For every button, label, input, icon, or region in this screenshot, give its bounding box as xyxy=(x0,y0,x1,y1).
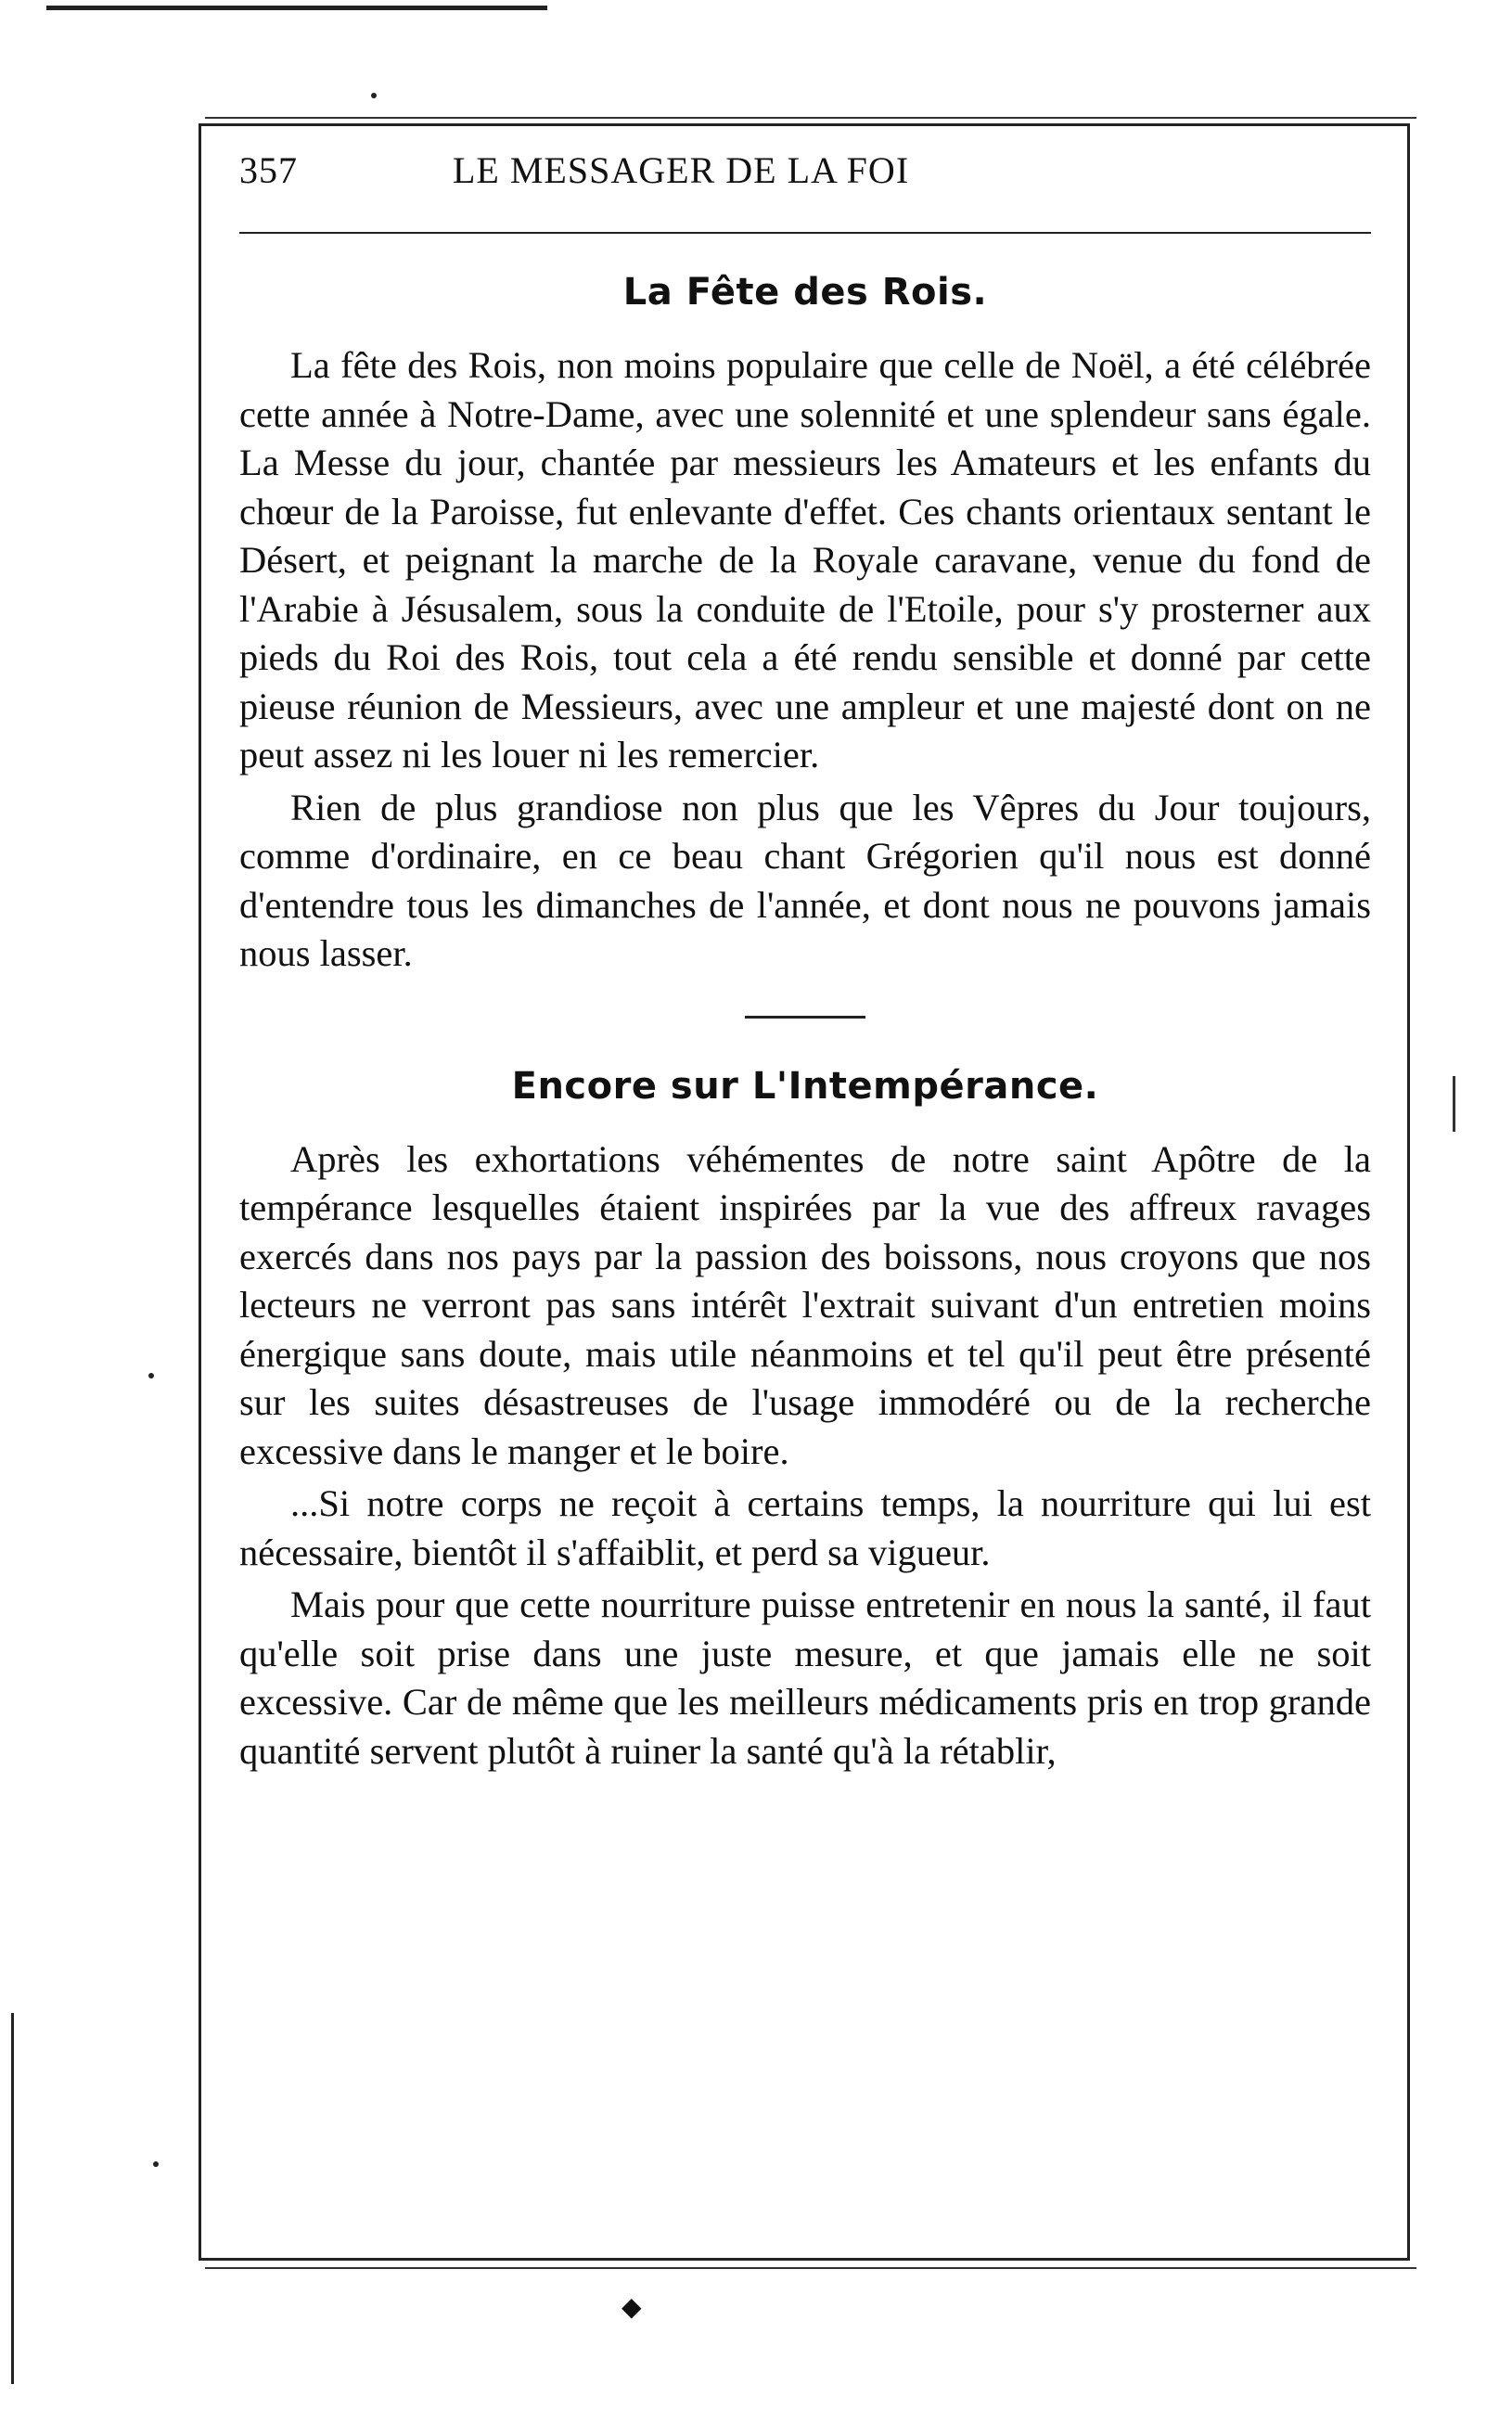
margin-mark xyxy=(1453,1076,1455,1132)
top-edge-rule xyxy=(46,6,547,10)
article-title: La Fête des Rois. xyxy=(622,271,988,314)
article-paragraph: La fête des Rois, non moins populaire que celle de Noël, a été célébrée cette année à Notre-Dame, avec une solennité et une splendeur sans égale. La Messe du jour, chantée par messieurs les Amateurs et les enfants du chœur de la Paroisse, fut enlevante d'effet. Ces chants orientaux sentant le Désert, et peignant la marche de la Royale caravane, venue du fond de l'Arabie à Jésusalem, sous la conduite de l'Etoile, pour s'y prosterner aux pieds du Roi des Rois, tout cela a été rendu sensible et donné par cette pieuse réunion de Messieurs, avec une ampleur et une majesté dont on ne peut assez ni les louer ni les remercier. xyxy=(239,344,1371,776)
article-paragraph: Après les exhortations véhémentes de notre saint Apôtre de la tempérance lesquelles étaient inspirées par la vue des affreux ravages exercés dans nos pays par la passion des boissons, nous croyons que nos lecteurs ne verront pas sans intérêt l'extrait suivant d'un entretien moins énergique sans doute, mais utile néanmoins et tel qu'il peut être présenté sur les suites désastreuses de l'usage immodéré ou de la recherche excessive dans le manger et le boire. xyxy=(239,1137,1371,1472)
bottom-ornament-icon: ◆ xyxy=(621,2291,642,2322)
article-paragraph: Mais pour que cette nourriture puisse entretenir en nous la santé, il faut qu'elle soit prise dans une juste mesure, et que jamais elle ne soit excessive. Car de même que les meilleurs médicaments pris en trop grande quantité servent plutôt à ruiner la santé qu'à la rétablir, xyxy=(239,1583,1371,1772)
running-header xyxy=(239,148,1371,232)
article-fete-des-rois xyxy=(239,271,1371,979)
running-title: LE MESSAGER DE LA FOI xyxy=(453,149,910,191)
article-paragraph: ...Si notre corps ne reçoit à certains temps, la nourriture qui lui est nécessaire, bientôt il s'affaiblit, et perd sa vigueur. xyxy=(239,1482,1371,1573)
speck-mark xyxy=(148,1373,154,1378)
article-title: Encore sur L'Intempérance. xyxy=(511,1064,1099,1108)
article-intemperance xyxy=(239,1065,1371,1776)
header-rule xyxy=(239,232,1371,234)
article-paragraph: Rien de plus grandiose non plus que les Vêpres du Jour toujours, comme d'ordinaire, en ce beau chant Grégorien qu'il nous est donné d'entendre tous les dimanches de l'année, et dont nous ne pouvons jamais nous lasser. xyxy=(239,786,1371,974)
page-number: 357 xyxy=(239,149,298,191)
page-content xyxy=(239,148,1371,2226)
section-separator xyxy=(745,1016,865,1019)
speck-mark xyxy=(371,93,377,98)
margin-mark xyxy=(11,2013,14,2384)
speck-mark xyxy=(153,2161,159,2167)
